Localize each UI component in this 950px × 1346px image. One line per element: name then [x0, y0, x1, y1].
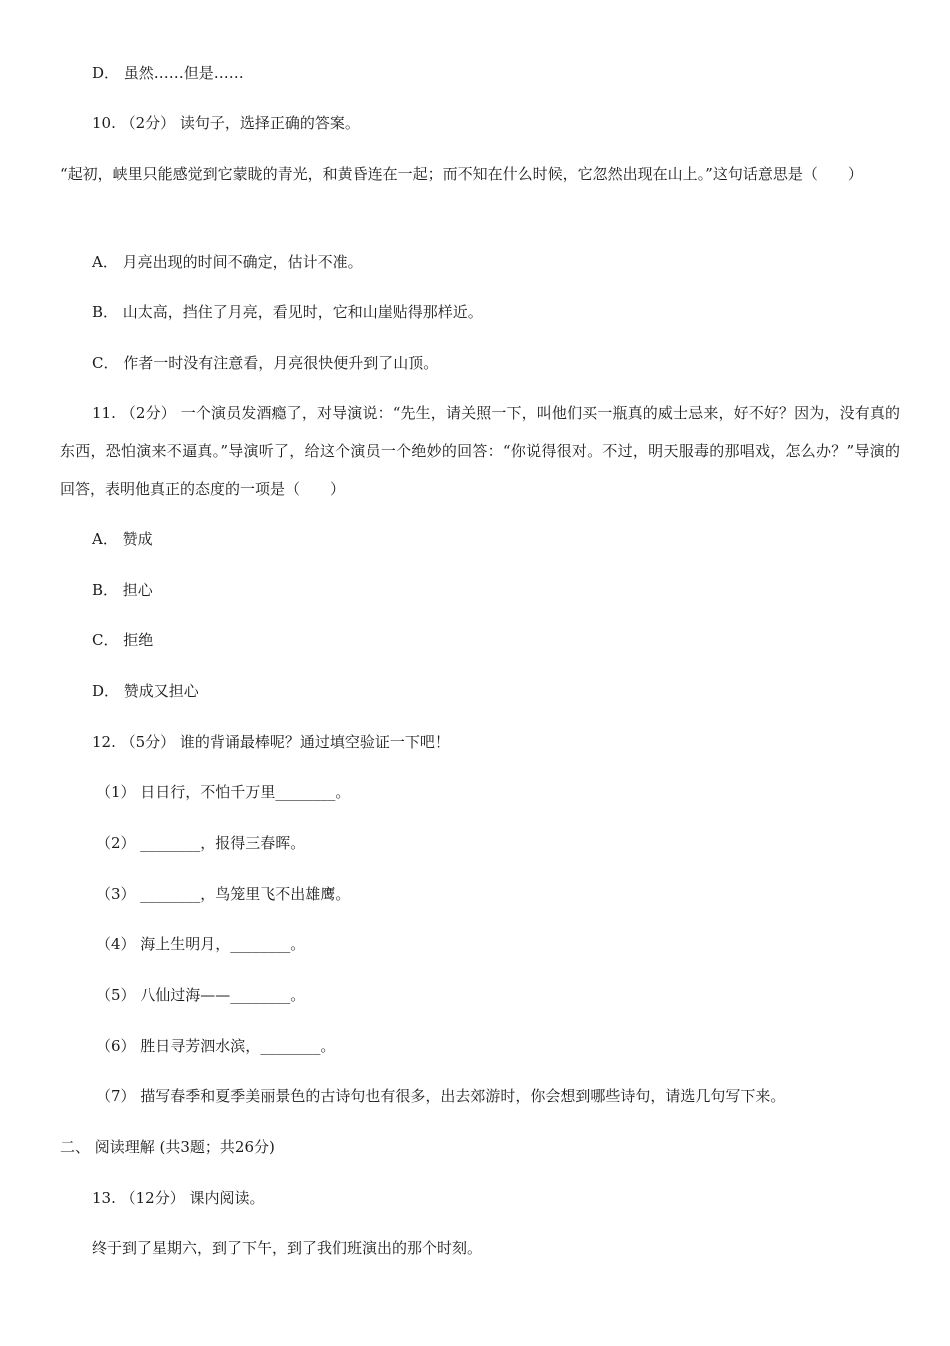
q12-blank-1: （1） 日日行，不怕千万里________。 — [96, 783, 351, 801]
q11-option-c: C． 拒绝 — [92, 631, 154, 649]
section-2-heading: 二、 阅读理解 (共3题；共26分) — [60, 1138, 275, 1156]
q10-option-b: B． 山太高，挡住了月亮，看见时，它和山崖贴得那样近。 — [92, 303, 483, 321]
q9-option-d: D． 虽然……但是…… — [92, 64, 244, 82]
q11-stem: 11. （2分） 一个演员发酒瘾了，对导演说：“先生，请关照一下，叫他们买一瓶真的威士忌来，好不好？因为，没有真的东西，恐怕演来不逼真。”导演听了，给这个演员一个绝妙的回答：“你说得很对。不过，明天服毒的那唱戏，怎么办？”导演的回答，表明他真正的态度的一项是（ ） — [60, 404, 900, 498]
q11-option-a: A． 赞成 — [92, 530, 153, 548]
q13-passage-line: 终于到了星期六，到了下午，到了我们班演出的那个时刻。 — [92, 1239, 483, 1257]
q11-option-d: D． 赞成又担心 — [92, 682, 199, 700]
q12-blank-4: （4） 海上生明月，________。 — [96, 935, 306, 953]
q12-heading: 12. （5分） 谁的背诵最棒呢？通过填空验证一下吧！ — [92, 733, 450, 751]
q13-heading: 13. （12分） 课内阅读。 — [92, 1189, 265, 1207]
q10-option-c: C． 作者一时没有注意看，月亮很快便升到了山顶。 — [92, 354, 439, 372]
q12-item-7: （7） 描写春季和夏季美丽景色的古诗句也有很多，出去郊游时，你会想到哪些诗句，请选几句写下来。 — [96, 1087, 786, 1105]
q12-blank-3: （3） ________，鸟笼里飞不出雄鹰。 — [96, 885, 351, 903]
q12-blank-6: （6） 胜日寻芳泗水滨，________。 — [96, 1037, 336, 1055]
q10-option-a: A． 月亮出现的时间不确定，估计不准。 — [92, 253, 363, 271]
q11-option-b: B． 担心 — [92, 581, 153, 599]
q12-blank-5: （5） 八仙过海——________。 — [96, 986, 306, 1004]
q10-stem: “起初，峡里只能感觉到它蒙眬的青光，和黄昏连在一起；而不知在什么时候，它忽然出现在山上。”这句话意思是（ ） — [60, 165, 863, 183]
q10-heading: 10. （2分） 读句子，选择正确的答案。 — [92, 114, 360, 132]
q12-blank-2: （2） ________，报得三春晖。 — [96, 834, 306, 852]
